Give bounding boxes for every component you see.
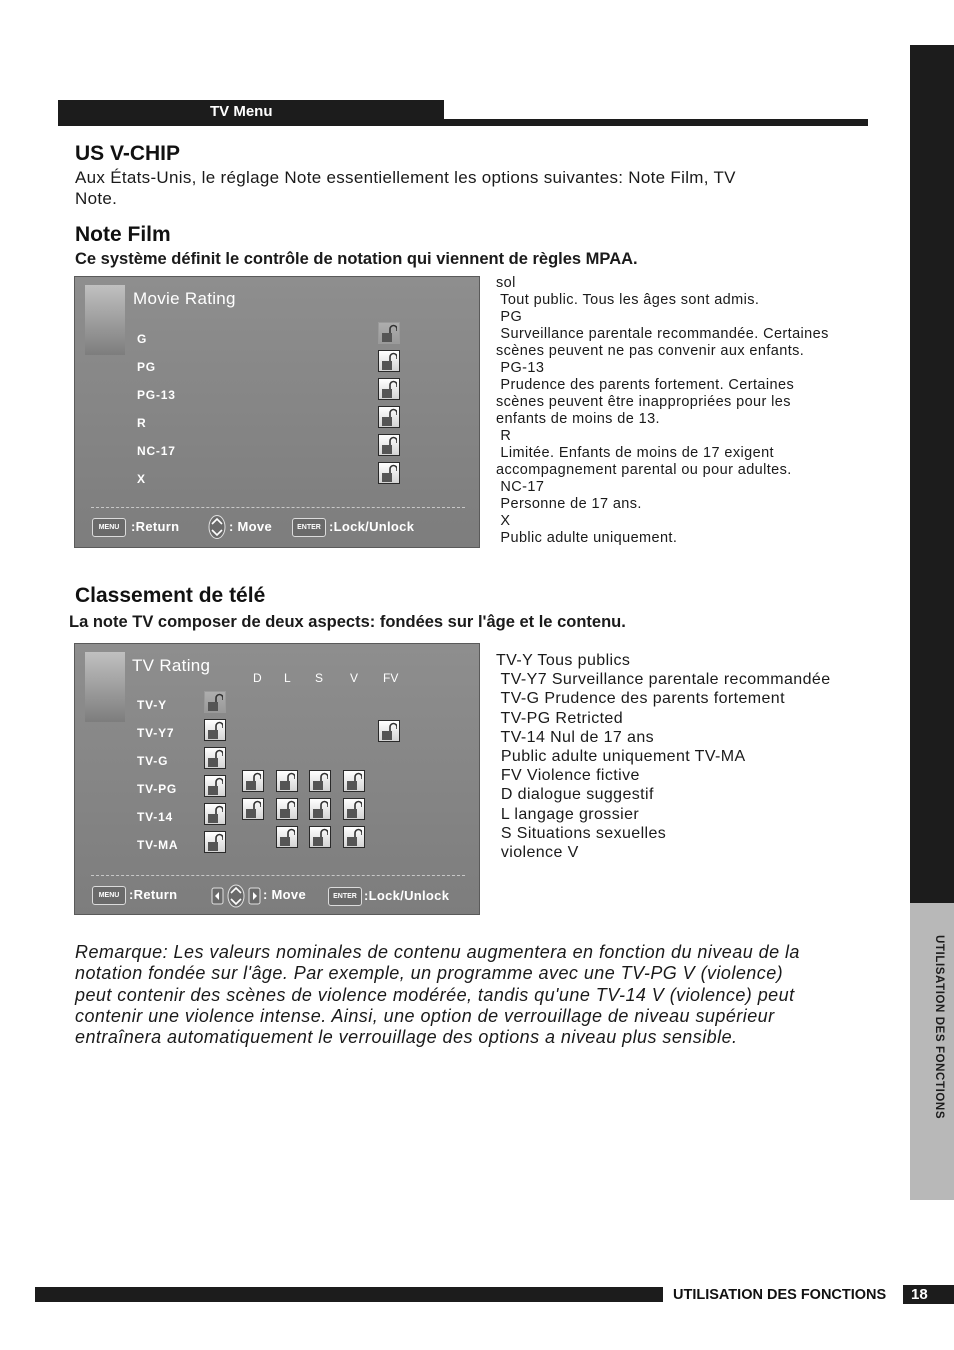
tv-rating-heading: Classement de télé xyxy=(75,584,266,607)
lock-toggle[interactable] xyxy=(343,826,365,848)
rating-label: TV-14 xyxy=(137,810,174,824)
column-header: D xyxy=(253,671,262,685)
note-film-subtitle: Ce système définit le contrôle de notation qui viennent de règles MPAA. xyxy=(75,250,638,268)
description-line: Public adulte uniquement. xyxy=(496,530,678,546)
rating-label: X xyxy=(137,472,146,486)
return-label: :Return xyxy=(129,887,178,902)
remark-paragraph xyxy=(75,942,875,1048)
description-line: enfants de moins de 13. xyxy=(496,411,660,427)
return-label: :Return xyxy=(131,519,180,534)
lock-toggle[interactable] xyxy=(378,322,400,344)
move-label: : Move xyxy=(229,519,272,534)
lock-toggle[interactable] xyxy=(242,798,264,820)
description-line: violence V xyxy=(496,844,579,862)
description-line: PG-13 xyxy=(496,360,545,376)
description-line: L langage grossier xyxy=(496,805,640,823)
description-line: FV Violence fictive xyxy=(496,767,640,785)
remark-line: contenir une violence intense. Ainsi, une option de verrouillage de niveau supérieur xyxy=(75,1005,775,1026)
move-label: : Move xyxy=(263,887,306,902)
lock-toggle[interactable] xyxy=(242,770,264,792)
lock-unlock-label: :Lock/Unlock xyxy=(364,888,450,903)
unlock-icon xyxy=(381,380,397,399)
description-line: accompagnement parental ou pour adultes. xyxy=(496,462,792,478)
lock-toggle[interactable] xyxy=(378,462,400,484)
unlock-icon xyxy=(207,721,223,740)
unlock-icon xyxy=(346,772,362,791)
vchip-intro-line2: Note. xyxy=(75,189,118,208)
unlock-icon xyxy=(245,772,261,791)
lock-toggle[interactable] xyxy=(378,378,400,400)
remark-line: entraînera automatiquement le verrouillage des options a niveau plus sensible. xyxy=(75,1027,738,1048)
rating-label: TV-MA xyxy=(137,838,179,852)
description-line: D dialogue suggestif xyxy=(496,786,654,804)
lock-toggle[interactable] xyxy=(204,775,226,797)
vchip-heading: US V-CHIP xyxy=(75,142,181,165)
unlock-icon xyxy=(207,833,223,852)
column-header: S xyxy=(315,671,324,685)
unlock-icon xyxy=(346,828,362,847)
lock-toggle[interactable] xyxy=(204,803,226,825)
side-tab-dark xyxy=(910,45,954,903)
description-line: Personne de 17 ans. xyxy=(496,496,642,512)
description-line: Tout public. Tous les âges sont admis. xyxy=(496,292,760,308)
description-line: scènes peuvent être inappropriées pour les xyxy=(496,394,791,410)
footer-section: UTILISATION DES FONCTIONS xyxy=(673,1287,887,1303)
tv-rating-subtitle: La note TV composer de deux aspects: fondées sur l'âge et le contenu. xyxy=(69,613,626,631)
rating-label: TV-Y7 xyxy=(137,726,175,740)
vchip-intro-line1: Aux États-Unis, le réglage Note essentiellement les options suivantes: Note Film, TV xyxy=(75,168,736,187)
menu-key-icon: MENU xyxy=(92,518,126,537)
rating-label: G xyxy=(137,332,148,346)
lock-toggle[interactable] xyxy=(343,798,365,820)
tv-rating-descriptions xyxy=(496,651,896,862)
rating-label: PG xyxy=(137,360,156,374)
remark-line: Remarque: Les valeurs nominales de contenu augmentera en fonction du niveau de la xyxy=(75,942,800,962)
unlock-icon xyxy=(207,777,223,796)
screen-divider xyxy=(91,507,465,508)
description-line: Public adulte uniquement TV-MA xyxy=(496,748,746,766)
unlock-icon xyxy=(381,324,397,343)
menu-key-icon: MENU xyxy=(92,886,126,905)
description-line: TV-14 Nul de 17 ans xyxy=(496,728,655,746)
description-line: TV-PG Retricted xyxy=(496,709,624,727)
description-line: sol xyxy=(496,275,516,291)
lock-toggle[interactable] xyxy=(204,719,226,741)
column-header: V xyxy=(350,671,359,685)
unlock-icon xyxy=(279,828,295,847)
rating-label: TV-Y xyxy=(137,698,167,712)
unlock-icon xyxy=(279,772,295,791)
tv-rating-title: TV Rating xyxy=(132,656,211,675)
unlock-icon xyxy=(346,800,362,819)
unlock-icon xyxy=(279,800,295,819)
unlock-icon xyxy=(245,800,261,819)
description-line: Surveillance parentale recommandée. Certaines xyxy=(496,326,829,342)
unlock-icon xyxy=(312,828,328,847)
description-line: PG xyxy=(496,309,523,325)
lock-toggle[interactable] xyxy=(276,798,298,820)
description-line: NC-17 xyxy=(496,479,545,495)
description-line: X xyxy=(496,513,511,529)
unlock-icon xyxy=(381,436,397,455)
rating-label: TV-PG xyxy=(137,782,178,796)
description-line: scènes peuvent ne pas convenir aux enfants. xyxy=(496,343,805,359)
header-title: TV Menu xyxy=(210,103,273,120)
padlock-icon xyxy=(85,652,125,722)
enter-key-icon: ENTER xyxy=(328,887,362,906)
description-line: TV-G Prudence des parents fortement xyxy=(496,690,785,708)
lock-toggle[interactable] xyxy=(378,434,400,456)
description-line: S Situations sexuelles xyxy=(496,824,667,842)
tv-rating-screen xyxy=(74,643,480,915)
description-line: Limitée. Enfants de moins de 17 exigent xyxy=(496,445,774,461)
unlock-icon xyxy=(381,722,397,741)
lock-toggle[interactable] xyxy=(204,831,226,853)
rating-label: R xyxy=(137,416,147,430)
movie-rating-title: Movie Rating xyxy=(133,289,236,308)
lock-toggle[interactable] xyxy=(309,798,331,820)
lock-toggle[interactable] xyxy=(378,406,400,428)
movie-rating-screen xyxy=(74,276,480,548)
arrow-keys-icon xyxy=(211,884,261,908)
description-line: Prudence des parents fortement. Certaines xyxy=(496,377,795,393)
lock-toggle[interactable] xyxy=(343,770,365,792)
lock-toggle[interactable] xyxy=(309,826,331,848)
unlock-icon xyxy=(312,800,328,819)
lock-toggle[interactable] xyxy=(309,770,331,792)
column-header: FV xyxy=(383,671,399,685)
footer-bar xyxy=(35,1287,663,1302)
enter-key-icon: ENTER xyxy=(292,518,326,537)
rating-label: TV-G xyxy=(137,754,169,768)
header-rule xyxy=(58,119,868,126)
lock-toggle[interactable] xyxy=(378,720,400,742)
lock-toggle[interactable] xyxy=(204,747,226,769)
rating-label: PG-13 xyxy=(137,388,176,402)
lock-toggle[interactable] xyxy=(276,770,298,792)
unlock-icon xyxy=(381,408,397,427)
note-film-heading: Note Film xyxy=(75,223,171,246)
unlock-icon xyxy=(207,749,223,768)
screen-divider xyxy=(91,875,465,876)
rating-label: NC-17 xyxy=(137,444,176,458)
remark-line: notation fondée sur l'âge. Par exemple, un programme avec une TV-PG V (violence) xyxy=(75,963,784,984)
unlock-icon xyxy=(381,464,397,483)
unlock-icon xyxy=(207,805,223,824)
remark-line: peut contenir des scènes de violence modérée, tandis qu'une TV-14 V (violence) peut xyxy=(75,984,795,1005)
page-number: 18 xyxy=(903,1285,954,1304)
column-header: L xyxy=(284,671,291,685)
lock-unlock-label: :Lock/Unlock xyxy=(329,519,415,534)
padlock-icon xyxy=(85,285,125,355)
description-line: R xyxy=(496,428,512,444)
description-line: TV-Y7 Surveillance parentale recommandée xyxy=(496,671,831,689)
side-tab-label: UTILISATION DES FONCTIONS xyxy=(933,935,945,1120)
unlock-icon xyxy=(207,693,223,712)
up-down-arrows-icon xyxy=(207,514,227,540)
lock-toggle[interactable] xyxy=(378,350,400,372)
lock-toggle[interactable] xyxy=(204,691,226,713)
unlock-icon xyxy=(312,772,328,791)
unlock-icon xyxy=(381,352,397,371)
lock-toggle[interactable] xyxy=(276,826,298,848)
description-line: TV-Y Tous publics xyxy=(496,652,631,669)
movie-rating-descriptions xyxy=(496,275,896,547)
